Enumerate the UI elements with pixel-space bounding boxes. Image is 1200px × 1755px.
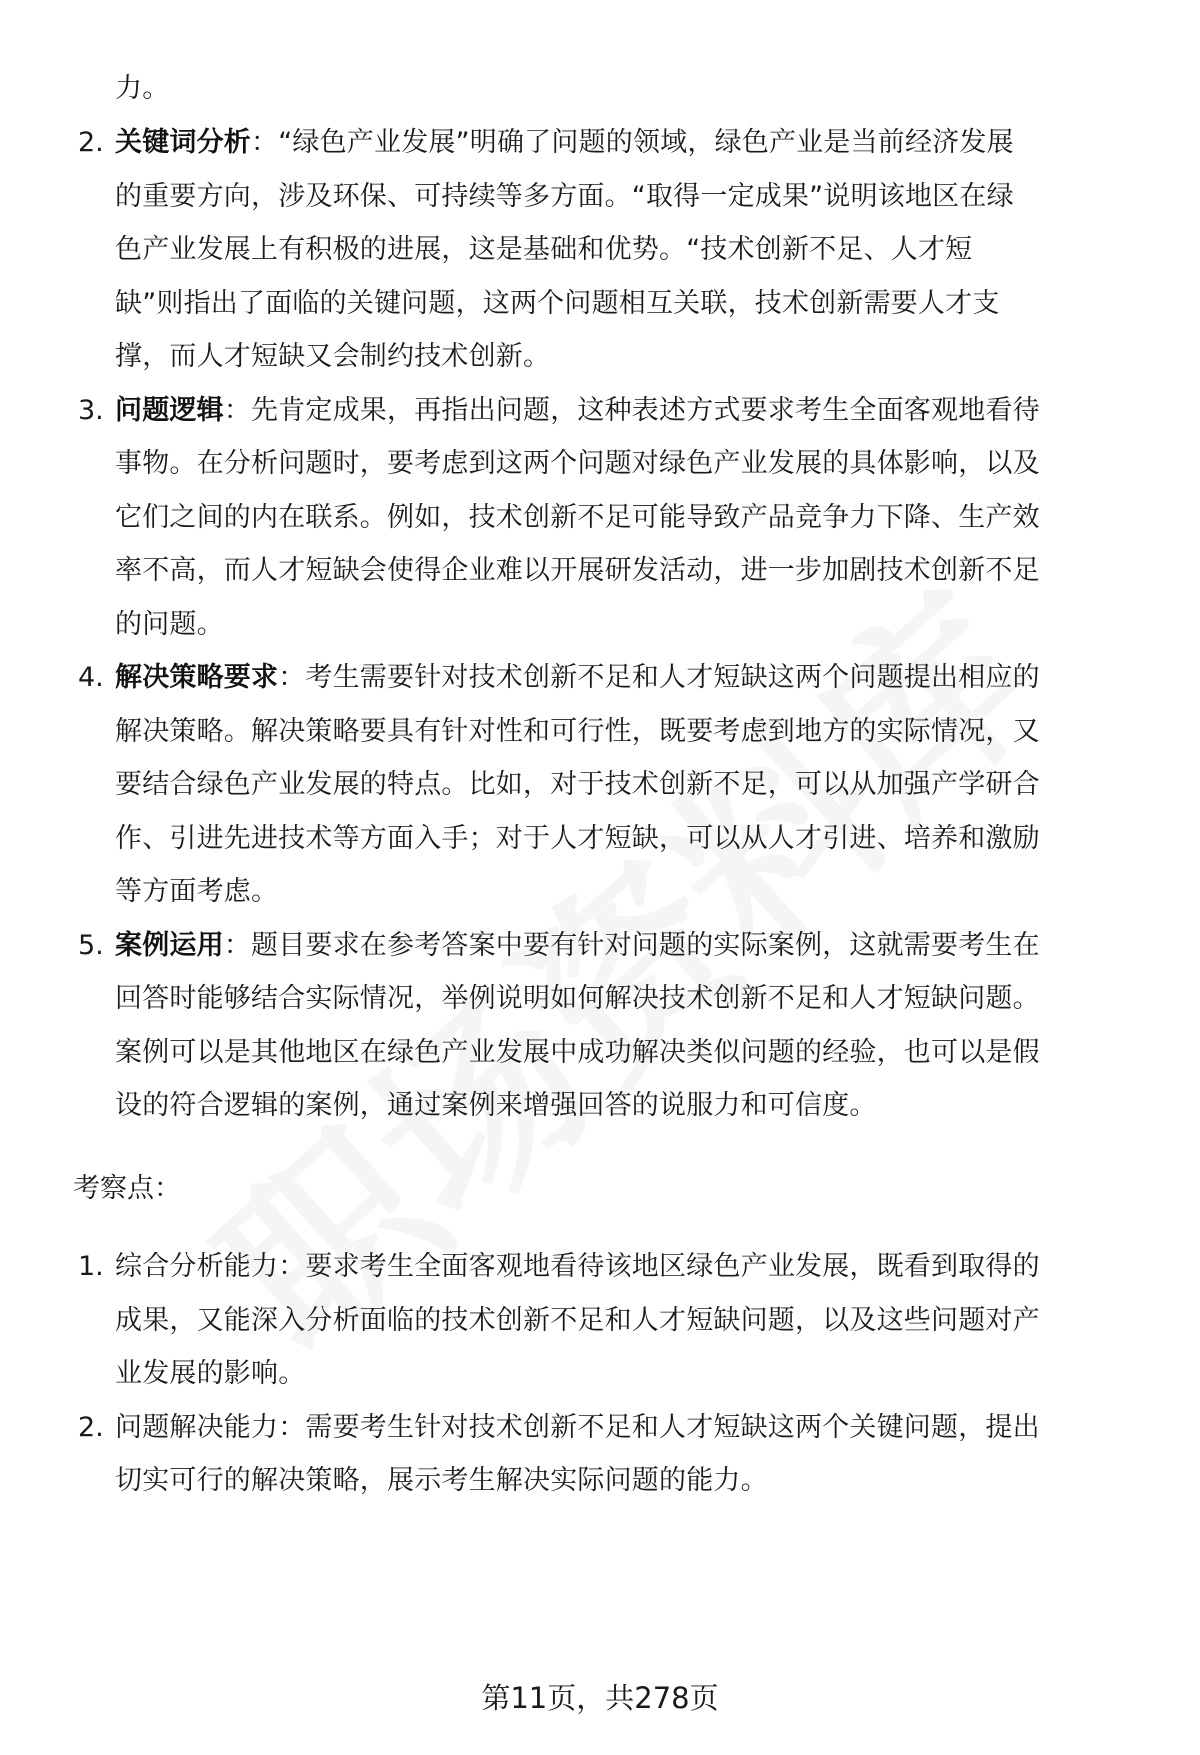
paragraph-line: 解决策略。解决策略要具有针对性和可行性，既要考虑到地方的实际情况，又 [115,716,1040,747]
paragraph-line: 色产业发展上有积极的进展，这是基础和优势。“技术创新不足、人才短 [115,234,973,265]
list-number: 2. [78,1412,104,1443]
paragraph-line: 它们之间的内在联系。例如，技术创新不足可能导致产品竞争力下降、生产效 [115,502,1040,533]
paragraph-line: 切实可行的解决策略，展示考生解决实际问题的能力。 [115,1465,768,1496]
list-number: 5. [78,930,104,961]
keyword: 案例运用 [115,930,224,961]
section-heading: 考察点： [73,1173,181,1204]
list-number: 1. [78,1251,104,1282]
paragraph-line: 问题解决能力：需要考生针对技术创新不足和人才短缺这两个关键问题，提出 [115,1412,1040,1443]
list-item-first-line: 解决策略要求：考生需要针对技术创新不足和人才短缺这两个问题提出相应的 [115,662,1040,693]
paragraph-line: 综合分析能力：要求考生全面客观地看待该地区绿色产业发展，既看到取得的 [115,1251,1040,1282]
list-item-first-line: 关键词分析：“绿色产业发展”明确了问题的领域，绿色产业是当前经济发展 [115,127,1014,158]
list-number: 2. [78,127,104,158]
paragraph-line: 要结合绿色产业发展的特点。比如，对于技术创新不足，可以从加强产学研合 [115,769,1040,800]
paragraph-line: 作、引进先进技术等方面入手；对于人才短缺，可以从人才引进、培养和激励 [115,823,1040,854]
list-number: 3. [78,395,104,426]
paragraph-line: 率不高，而人才短缺会使得企业难以开展研发活动，进一步加剧技术创新不足 [115,555,1040,586]
keyword: 关键词分析 [115,127,251,158]
paragraph-line: 的重要方向，涉及环保、可持续等多方面。“取得一定成果”说明该地区在绿 [115,181,1014,212]
keyword: 问题逻辑 [115,395,224,426]
paragraph-line: 力。 [115,73,170,104]
list-item-first-line: 问题逻辑：先肯定成果，再指出问题，这种表述方式要求考生全面客观地看待 [115,395,1040,426]
list-item-first-line: 案例运用：题目要求在参考答案中要有针对问题的实际案例，这就需要考生在 [115,930,1040,961]
page-number-footer: 第11页，共278页 [481,1681,719,1715]
paragraph-line: 缺”则指出了面临的关键问题，这两个问题相互关联，技术创新需要人才支 [115,288,1000,319]
paragraph-line: 设的符合逻辑的案例，通过案例来增强回答的说服力和可信度。 [115,1090,877,1121]
list-number: 4. [78,662,104,693]
paragraph-line: 撑，而人才短缺又会制约技术创新。 [115,341,551,372]
paragraph-line: 成果，又能深入分析面临的技术创新不足和人才短缺问题，以及这些问题对产 [115,1305,1040,1336]
paragraph-line: 业发展的影响。 [115,1358,306,1389]
paragraph-line: 等方面考虑。 [115,876,279,907]
keyword: 解决策略要求 [115,662,279,693]
paragraph-line: 事物。在分析问题时，要考虑到这两个问题对绿色产业发展的具体影响，以及 [115,448,1040,479]
paragraph-line: 的问题。 [115,609,224,640]
paragraph-line: 案例可以是其他地区在绿色产业发展中成功解决类似问题的经验，也可以是假 [115,1037,1040,1068]
paragraph-line: 回答时能够结合实际情况，举例说明如何解决技术创新不足和人才短缺问题。 [115,983,1040,1014]
